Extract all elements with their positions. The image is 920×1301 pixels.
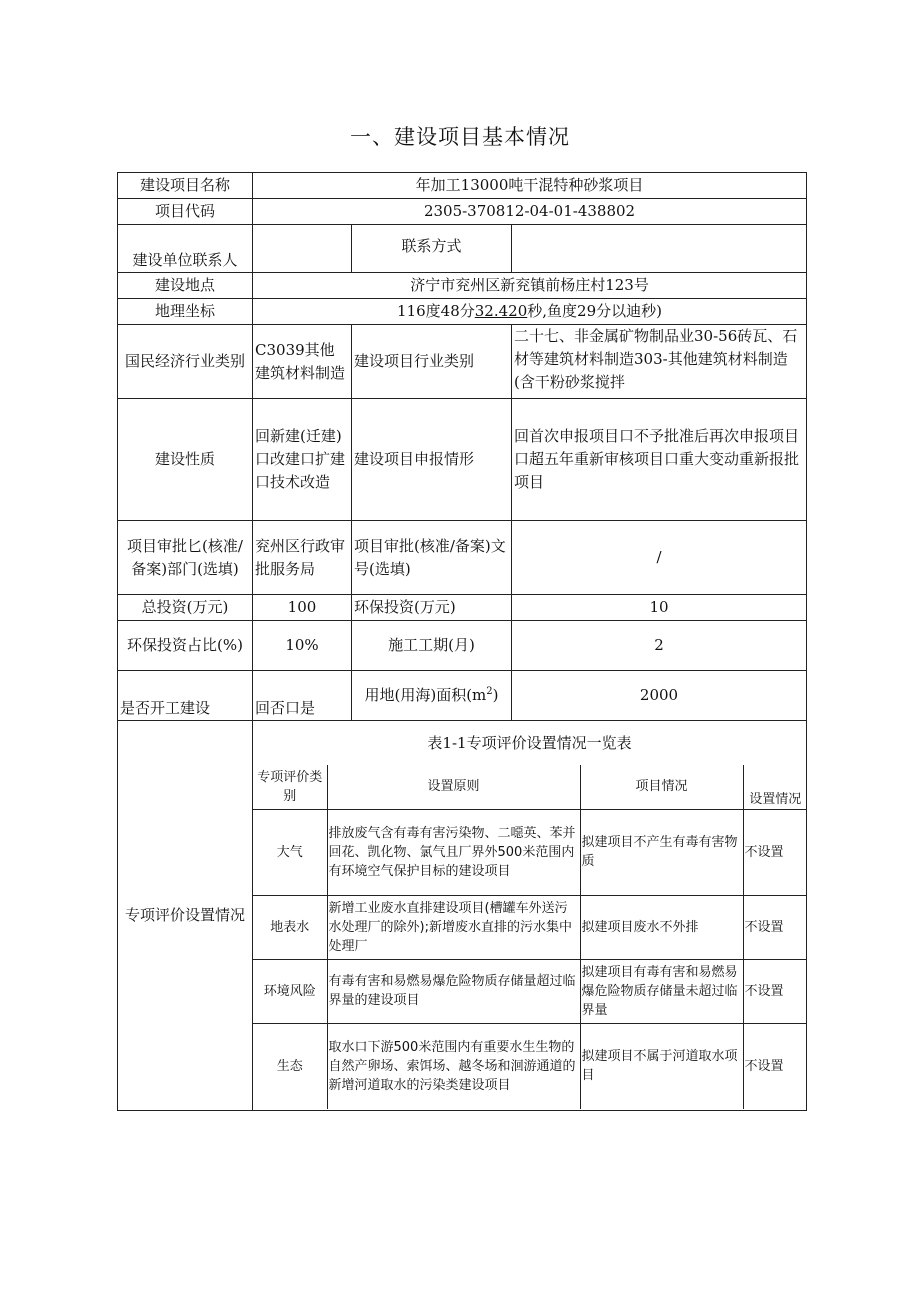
row-project: 拟建项目不产生有毒有害物质 [580,809,743,895]
row-setting: 不设置 [743,1023,807,1109]
value-project-code: 2305-370812-04-01-438802 [253,199,807,225]
row-setting: 不设置 [743,959,807,1023]
special-eval-caption: 表1-1专项评价设置情况一览表 [427,734,632,752]
header-setting: 设置情况 [743,765,807,809]
label-construction-period: 施工工期(月) [352,621,512,671]
value-approval-dept: 兖州区行政审批服务局 [253,521,352,595]
project-info-table [117,172,807,1111]
row-principle: 有毒有害和易燃易爆危险物质存储量超过临界量的建设项目 [327,959,580,1023]
value-land-area: 2000 [512,671,807,721]
value-started: 回否口是 [253,671,352,721]
row-project: 拟建项目不属于河道取水项目 [580,1023,743,1109]
row-category: 地表水 [253,895,327,959]
label-report: 建设项目申报情形 [352,399,512,521]
header-principle: 设置原则 [327,765,580,809]
page-title: 一、建设项目基本情况 [350,125,570,149]
table-row [253,809,807,895]
row-principle: 排放废气含有毒有害污染物、二噁英、苯并回花、凯化物、氯气且厂界外500米范围内有环境空气保护目标的建设项目 [327,809,580,895]
row-setting: 不设置 [743,895,807,959]
coord-underlined: 32.420 [474,302,528,320]
row-principle: 新增工业废水直排建设项目(槽罐车外送污水处理厂的除外);新增废水直排的污水集中处理厂 [327,895,580,959]
label-project-code: 项目代码 [118,199,253,225]
value-location: 济宁市兖州区新兖镇前杨庄村123号 [253,273,807,299]
label-industry: 国民经济行业类别 [118,325,253,399]
label-env-investment: 环保投资(万元) [352,595,512,621]
value-industry: C3039其他建筑材料制造 [253,325,352,399]
label-started: 是否开工建设 [118,671,253,721]
label-contact-person: 建设单位联系人 [118,225,253,273]
row-category: 生态 [253,1023,327,1109]
coord-pre: 116度48分 [397,302,475,320]
label-coordinates: 地理坐标 [118,299,253,325]
header-project: 项目情况 [580,765,743,809]
special-eval-cell [253,721,807,1111]
label-approval-dept: 项目审批匕(核准/备案)部门(选填) [118,521,253,595]
row-project: 拟建项目有毒有害和易燃易爆危险物质存储量未超过临界量 [580,959,743,1023]
row-category: 环境风险 [253,959,327,1023]
value-approval-no: / [512,521,807,595]
land-area-label-post: ) [492,686,499,704]
label-env-ratio: 环保投资占比(%) [118,621,253,671]
table-row [253,1023,807,1109]
row-category: 大气 [253,809,327,895]
label-project-name: 建设项目名称 [118,173,253,199]
special-eval-table [253,765,807,1109]
table-row [253,959,807,1023]
label-approval-no: 项目审批(核准/备案)文号(选填) [352,521,512,595]
label-nature: 建设性质 [118,399,253,521]
header-category: 专项评价类别 [253,765,327,809]
value-project-name: 年加工13000吨干混特种砂浆项目 [253,173,807,199]
row-principle: 取水口下游500米范围内有重要水生生物的自然产卵场、索饵场、越冬场和洄游通道的新增河道取水的污染类建设项目 [327,1023,580,1109]
value-env-investment: 10 [512,595,807,621]
land-area-label-pre: 用地(用海)面积(m [364,686,487,704]
label-location: 建设地点 [118,273,253,299]
row-setting: 不设置 [743,809,807,895]
label-land-area [352,671,512,721]
coord-post: 秒,鱼度29分以迪秒) [527,302,662,320]
label-project-industry: 建设项目行业类别 [352,325,512,399]
label-contact-method: 联系方式 [352,225,512,273]
label-special-eval: 专项评价设置情况 [118,721,253,1111]
value-report: 回首次申报项目口不予批准后再次申报项目口超五年重新审核项目口重大变动重新报批项目 [512,399,807,521]
value-total-investment: 100 [253,595,352,621]
value-project-industry: 二十七、非金属矿物制品业30-56砖瓦、石材等建筑材料制造303-其他建筑材料制造(含干粉砂浆搅拌 [512,325,807,399]
value-contact-person [253,225,352,273]
value-nature: 回新建(迁建)口改建口扩建口技术改造 [253,399,352,521]
land-area-label-sup: 2 [486,686,493,697]
value-coordinates [253,299,807,325]
value-env-ratio: 10% [253,621,352,671]
value-construction-period: 2 [512,621,807,671]
row-project: 拟建项目废水不外排 [580,895,743,959]
value-contact-method [512,225,807,273]
table-row [253,895,807,959]
label-total-investment: 总投资(万元) [118,595,253,621]
